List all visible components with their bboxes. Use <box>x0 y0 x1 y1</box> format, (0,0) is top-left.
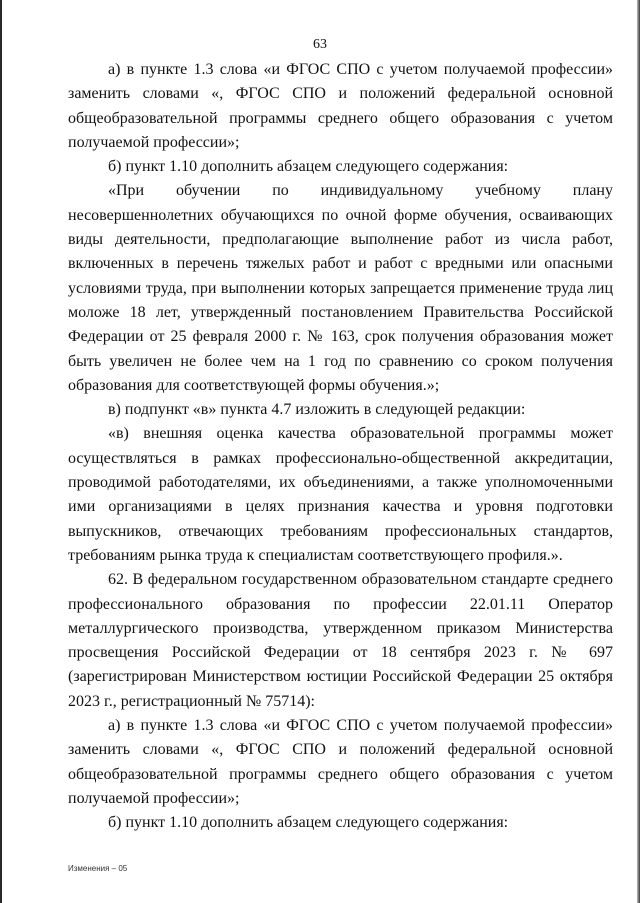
scan-edge-left <box>0 0 2 903</box>
paragraph-b-1: б) пункт 1.10 дополнить абзацем следующего содержания: <box>108 158 509 176</box>
paragraph-quote-1: «При обучении по индивидуальному учебному плану несовершеннолетних обучающихся по очной форме обучения, осваивающих виды деятельности, предполагающие выполнение работ из числа работ, включенных в перечень тяжелых работ и работ с вредными или опасными условиями труда, при выполнении которых запрещается применение труда лиц моложе 18 лет, утвержденный постановлением Правительства Российской Федерации от 25 февраля 2000 г. № 163, срок получения образования может быть увеличен не более чем на 1 год по сравнению со сроком получения образования для соответствующей формы обучения.»; <box>68 182 613 394</box>
paragraph-a-1: а) в пункте 1.3 слова «и ФГОС СПО с учетом получаемой профессии» заменить словами «, ФГОС СПО и положений федеральной основной общеобразовательной программы среднего общего образования с учетом получаемой профессии»; <box>68 61 613 151</box>
footer-note: Изменения – 05 <box>68 864 128 873</box>
paragraph-v: в) подпункт «в» пункта 4.7 изложить в следующей редакции: <box>108 401 526 419</box>
paragraph-a-2: а) в пункте 1.3 слова «и ФГОС СПО с учетом получаемой профессии» заменить словами «, ФГОС СПО и положений федеральной основной общеобразовательной программы среднего общего образования с учетом получаемой профессии»; <box>68 717 613 807</box>
paragraph-b-2: б) пункт 1.10 дополнить абзацем следующего содержания: <box>108 814 509 832</box>
paragraph-62: 62. В федеральном государственном образовательном стандарте среднего профессионального образования по профессии 22.01.11 Оператор металлургического производства, утвержденном приказом Министерства просвещения Российской Федерации от 18 сентября 2023 г. № 697 (зарегистрирован Министерством юстиции Российской Федерации 25 октября 2023 г., регистрационный № 75714): <box>68 571 613 710</box>
page-number: 63 <box>313 37 327 52</box>
paragraph-quote-2: «в) внешняя оценка качества образовательной программы может осуществляться в рамках профессионально-общественной аккредитации, проводимой работодателями, их объединениями, а также уполномоченными ими организациями в целях признания качества и уровня подготовки выпускников, отвечающих требованиям профессиональных стандартов, требованиям рынка труда к специалистам соответствующего профиля.». <box>68 425 613 564</box>
document-body <box>68 58 613 836</box>
